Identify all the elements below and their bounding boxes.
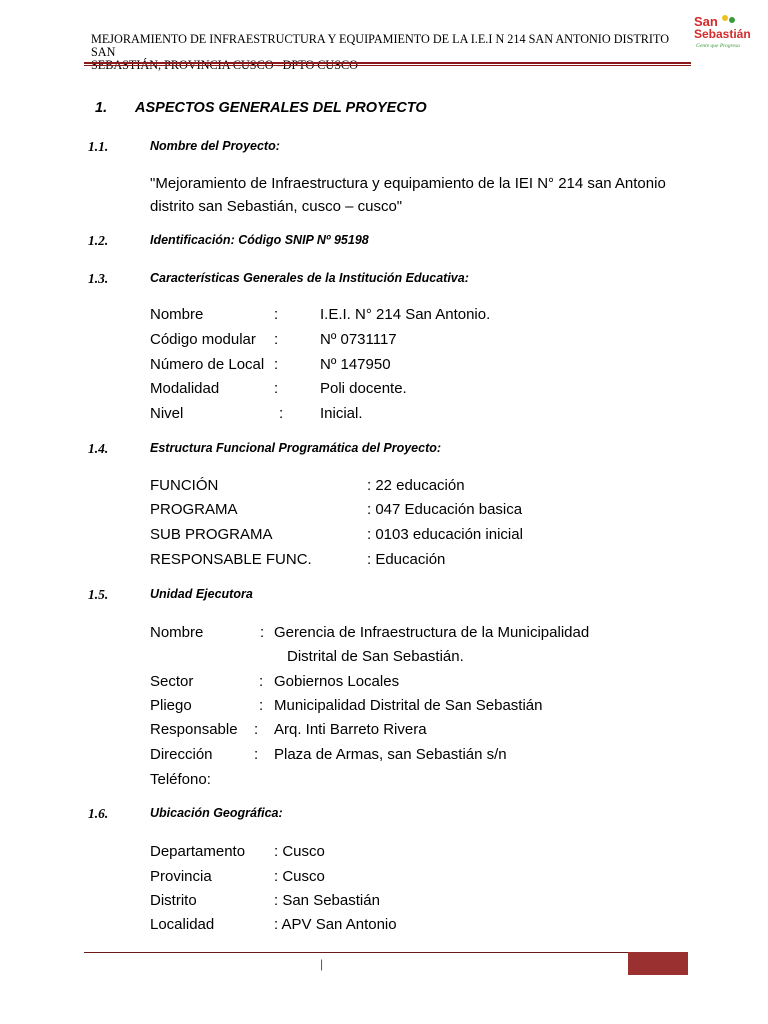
unit-label: Nombre [150,624,204,641]
location-label: Departamento [150,843,246,860]
institution-value: Nº 0731117 [320,331,397,348]
unit-value: Plaza de Armas, san Sebastián s/n [274,746,507,763]
unit-label: Dirección [150,746,213,763]
section-1-1-number: 1.1. [88,139,109,154]
institution-label: Nombre [150,306,204,323]
header-divider [84,62,691,64]
institution-value: Inicial. [320,405,363,422]
unit-sep: : [254,721,259,738]
section-1-6-number: 1.6. [88,806,109,821]
unit-label: Responsable [150,721,238,738]
logo-text-sebastian: Sebastián [694,27,751,41]
section-1-number: 1. [95,100,108,116]
unit-label: Sector [150,673,194,690]
location-value: : San Sebastián [274,892,380,909]
project-name-line1: "Mejoramiento de Infraestructura y equipamiento de la IEI N° 214 san Antonio [150,175,666,192]
institution-label: Nivel [150,405,184,422]
location-value: : Cusco [274,868,325,885]
institution-value: I.E.I. N° 214 San Antonio. [320,306,491,323]
logo-slogan: Gente que Progresa [696,43,740,49]
location-value: : Cusco [274,843,325,860]
unit-value: Municipalidad Distrital de San Sebastián [274,697,543,714]
section-1-5-number: 1.5. [88,587,109,602]
document-header [91,33,686,72]
logo-leaf-icon [729,17,735,23]
header-title-line2: SEBASTIÁN, PROVINCIA CUSCO –DPTO CUSCO [91,58,358,72]
unit-value: Gobiernos Locales [274,673,400,690]
unit-telefono-label: Teléfono: [150,771,211,788]
unit-sep: : [254,746,259,763]
footer-page-box [628,952,688,975]
footer-divider [84,952,629,953]
program-value: : 047 Educación basica [367,501,523,518]
logo-text-san: San [694,14,718,29]
location-value: : APV San Antonio [274,916,397,933]
unit-sep: : [259,673,264,690]
institution-label: Código modular [150,331,256,348]
section-1-4-number: 1.4. [88,441,109,456]
program-label: FUNCIÓN [150,477,219,494]
footer-page-marker: | [320,957,324,971]
program-value: : 0103 educación inicial [367,526,523,543]
location-label: Localidad [150,916,215,933]
program-value: : 22 educación [367,477,465,494]
section-1-2-number: 1.2. [88,233,109,248]
section-1-4-title: Estructura Funcional Programática del Proyecto: [150,441,442,455]
unit-sep: : [260,624,265,641]
section-1-6-title: Ubicación Geográfica: [150,806,283,820]
institution-sep: : [279,405,284,422]
institution-sep: : [274,356,279,373]
program-label: SUB PROGRAMA [150,526,273,543]
institution-value: Nº 147950 [320,356,391,373]
logo-sun-icon [722,15,728,21]
section-1-1-title: Nombre del Proyecto: [150,139,280,153]
institution-sep: : [274,331,279,348]
project-name-line2: distrito san Sebastián, cusco – cusco" [150,198,403,215]
san-sebastian-logo [692,12,752,52]
institution-sep: : [274,306,279,323]
section-1-title: ASPECTOS GENERALES DEL PROYECTO [135,100,427,116]
institution-label: Modalidad [150,380,220,397]
section-1-5-title: Unidad Ejecutora [150,587,253,601]
header-divider-thin [84,65,691,66]
header-title-line1: MEJORAMIENTO DE INFRAESTRUCTURA Y EQUIPAMIENTO DE LA I.E.I N 214 SAN ANTONIO DISTRITO SAN [91,32,670,59]
section-1-2-title: Identificación: Código SNIP Nº 95198 [150,233,369,247]
section-1-3-title: Características Generales de la Institución Educativa: [150,271,469,285]
location-label: Provincia [150,868,212,885]
unit-sep: : [259,697,264,714]
institution-label: Número de Local [150,356,265,373]
location-label: Distrito [150,892,197,909]
institution-sep: : [274,380,279,397]
institution-value: Poli docente. [320,380,407,397]
unit-value-continued: Distrital de San Sebastián. [287,648,464,665]
program-label: PROGRAMA [150,501,238,518]
unit-value: Arq. Inti Barreto Rivera [274,721,427,738]
unit-value: Gerencia de Infraestructura de la Municipalidad [274,624,590,641]
program-label: RESPONSABLE FUNC. [150,551,312,568]
unit-label: Pliego [150,697,192,714]
program-value: : Educación [367,551,446,568]
section-1-3-number: 1.3. [88,271,109,286]
